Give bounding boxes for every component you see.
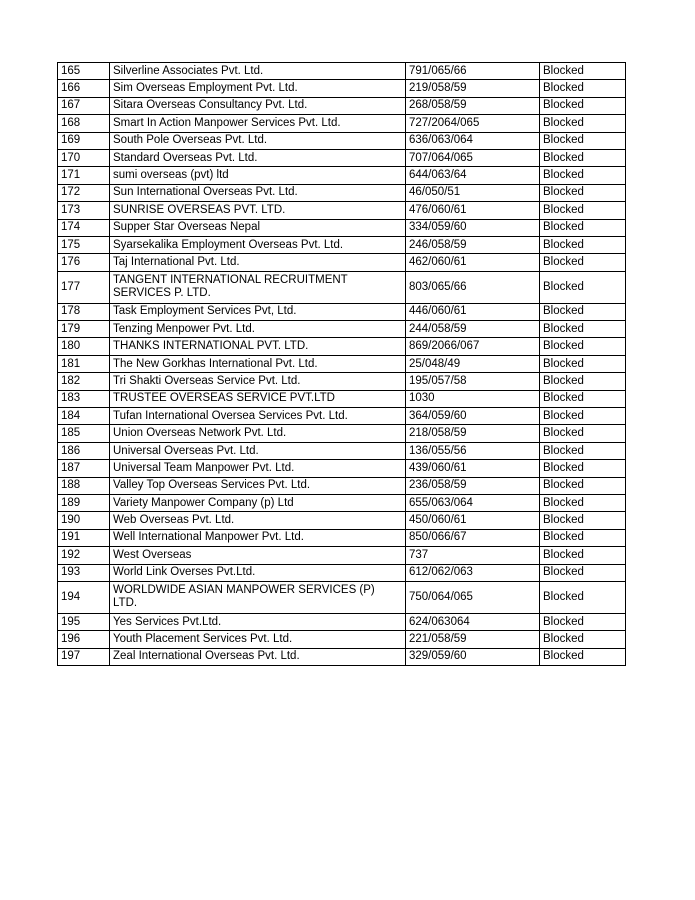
status-cell: Blocked — [540, 80, 626, 97]
serial-number-cell: 175 — [58, 236, 110, 253]
status-cell: Blocked — [540, 613, 626, 630]
serial-number-cell: 167 — [58, 97, 110, 114]
registration-number-cell: 219/058/59 — [406, 80, 540, 97]
registration-number-cell: 236/058/59 — [406, 477, 540, 494]
table-row — [58, 115, 626, 132]
table-row — [58, 373, 626, 390]
status-cell: Blocked — [540, 63, 626, 80]
status-cell: Blocked — [540, 529, 626, 546]
status-cell: Blocked — [540, 202, 626, 219]
table-row — [58, 648, 626, 665]
serial-number-cell: 185 — [58, 425, 110, 442]
agency-name-cell: Syarsekalika Employment Overseas Pvt. Ltd. — [110, 236, 406, 253]
registration-number-cell: 803/065/66 — [406, 271, 540, 303]
serial-number-cell: 170 — [58, 149, 110, 166]
registration-number-cell: 707/064/065 — [406, 149, 540, 166]
table-row — [58, 477, 626, 494]
table-row — [58, 581, 626, 613]
registration-number-cell: 636/063/064 — [406, 132, 540, 149]
agency-name-cell: Sun International Overseas Pvt. Ltd. — [110, 184, 406, 201]
agency-name-cell: SUNRISE OVERSEAS PVT. LTD. — [110, 202, 406, 219]
agency-name-cell: Task Employment Services Pvt, Ltd. — [110, 303, 406, 320]
table-row — [58, 149, 626, 166]
serial-number-cell: 174 — [58, 219, 110, 236]
serial-number-cell: 178 — [58, 303, 110, 320]
registration-number-cell: 750/064/065 — [406, 581, 540, 613]
table-row — [58, 442, 626, 459]
table-row — [58, 97, 626, 114]
status-cell: Blocked — [540, 254, 626, 271]
registration-number-cell: 450/060/61 — [406, 512, 540, 529]
agency-name-cell: TRUSTEE OVERSEAS SERVICE PVT.LTD — [110, 390, 406, 407]
agency-name-cell: Standard Overseas Pvt. Ltd. — [110, 149, 406, 166]
agency-name-cell: Sitara Overseas Consultancy Pvt. Ltd. — [110, 97, 406, 114]
status-cell: Blocked — [540, 512, 626, 529]
registration-number-cell: 195/057/58 — [406, 373, 540, 390]
status-cell: Blocked — [540, 219, 626, 236]
agency-name-cell: THANKS INTERNATIONAL PVT. LTD. — [110, 338, 406, 355]
status-cell: Blocked — [540, 390, 626, 407]
status-cell: Blocked — [540, 648, 626, 665]
serial-number-cell: 169 — [58, 132, 110, 149]
agency-name-cell: Zeal International Overseas Pvt. Ltd. — [110, 648, 406, 665]
serial-number-cell: 181 — [58, 355, 110, 372]
registration-number-cell: 624/063064 — [406, 613, 540, 630]
table-row — [58, 236, 626, 253]
agency-name-cell: Web Overseas Pvt. Ltd. — [110, 512, 406, 529]
registration-number-cell: 329/059/60 — [406, 648, 540, 665]
serial-number-cell: 168 — [58, 115, 110, 132]
agency-name-cell: Universal Team Manpower Pvt. Ltd. — [110, 460, 406, 477]
serial-number-cell: 180 — [58, 338, 110, 355]
status-cell: Blocked — [540, 271, 626, 303]
serial-number-cell: 172 — [58, 184, 110, 201]
serial-number-cell: 165 — [58, 63, 110, 80]
table-row — [58, 271, 626, 303]
table-row — [58, 408, 626, 425]
status-cell: Blocked — [540, 355, 626, 372]
registration-number-cell: 737 — [406, 547, 540, 564]
status-cell: Blocked — [540, 373, 626, 390]
table-row — [58, 613, 626, 630]
table-row — [58, 529, 626, 546]
status-cell: Blocked — [540, 149, 626, 166]
agency-name-cell: Variety Manpower Company (p) Ltd — [110, 494, 406, 511]
registration-number-cell: 46/050/51 — [406, 184, 540, 201]
status-cell: Blocked — [540, 167, 626, 184]
registration-number-cell: 655/063/064 — [406, 494, 540, 511]
serial-number-cell: 184 — [58, 408, 110, 425]
status-cell: Blocked — [540, 303, 626, 320]
serial-number-cell: 194 — [58, 581, 110, 613]
agency-table-body — [58, 63, 626, 666]
serial-number-cell: 183 — [58, 390, 110, 407]
registration-number-cell: 644/063/64 — [406, 167, 540, 184]
serial-number-cell: 196 — [58, 631, 110, 648]
serial-number-cell: 191 — [58, 529, 110, 546]
agency-name-cell: Smart In Action Manpower Services Pvt. Ltd. — [110, 115, 406, 132]
table-row — [58, 494, 626, 511]
status-cell: Blocked — [540, 547, 626, 564]
registration-number-cell: 244/058/59 — [406, 321, 540, 338]
status-cell: Blocked — [540, 97, 626, 114]
table-row — [58, 390, 626, 407]
agency-name-cell: South Pole Overseas Pvt. Ltd. — [110, 132, 406, 149]
status-cell: Blocked — [540, 442, 626, 459]
registration-number-cell: 1030 — [406, 390, 540, 407]
status-cell: Blocked — [540, 564, 626, 581]
registration-number-cell: 612/062/063 — [406, 564, 540, 581]
registration-number-cell: 136/055/56 — [406, 442, 540, 459]
serial-number-cell: 197 — [58, 648, 110, 665]
agency-name-cell: Union Overseas Network Pvt. Ltd. — [110, 425, 406, 442]
serial-number-cell: 189 — [58, 494, 110, 511]
agency-name-cell: Silverline Associates Pvt. Ltd. — [110, 63, 406, 80]
status-cell: Blocked — [540, 631, 626, 648]
table-row — [58, 132, 626, 149]
agency-name-cell: Tri Shakti Overseas Service Pvt. Ltd. — [110, 373, 406, 390]
agency-name-cell: West Overseas — [110, 547, 406, 564]
table-row — [58, 425, 626, 442]
registration-number-cell: 246/058/59 — [406, 236, 540, 253]
table-row — [58, 80, 626, 97]
status-cell: Blocked — [540, 132, 626, 149]
table-row — [58, 63, 626, 80]
serial-number-cell: 195 — [58, 613, 110, 630]
agency-name-cell: Yes Services Pvt.Ltd. — [110, 613, 406, 630]
serial-number-cell: 179 — [58, 321, 110, 338]
table-row — [58, 564, 626, 581]
table-row — [58, 219, 626, 236]
registration-number-cell: 25/048/49 — [406, 355, 540, 372]
table-row — [58, 338, 626, 355]
status-cell: Blocked — [540, 581, 626, 613]
agency-name-cell: Universal Overseas Pvt. Ltd. — [110, 442, 406, 459]
table-row — [58, 202, 626, 219]
registration-number-cell: 727/2064/065 — [406, 115, 540, 132]
agency-name-cell: TANGENT INTERNATIONAL RECRUITMENT SERVICES P. LTD. — [110, 271, 406, 303]
serial-number-cell: 190 — [58, 512, 110, 529]
agency-name-cell: WORLDWIDE ASIAN MANPOWER SERVICES (P) LTD. — [110, 581, 406, 613]
agency-name-cell: Sim Overseas Employment Pvt. Ltd. — [110, 80, 406, 97]
table-row — [58, 460, 626, 477]
serial-number-cell: 171 — [58, 167, 110, 184]
status-cell: Blocked — [540, 494, 626, 511]
agency-name-cell: sumi overseas (pvt) ltd — [110, 167, 406, 184]
table-row — [58, 355, 626, 372]
registration-number-cell: 476/060/61 — [406, 202, 540, 219]
status-cell: Blocked — [540, 236, 626, 253]
registration-number-cell: 791/065/66 — [406, 63, 540, 80]
table-row — [58, 512, 626, 529]
table-row — [58, 167, 626, 184]
registration-number-cell: 218/058/59 — [406, 425, 540, 442]
table-row — [58, 254, 626, 271]
serial-number-cell: 188 — [58, 477, 110, 494]
registration-number-cell: 439/060/61 — [406, 460, 540, 477]
agency-table — [57, 62, 626, 666]
status-cell: Blocked — [540, 115, 626, 132]
status-cell: Blocked — [540, 477, 626, 494]
status-cell: Blocked — [540, 321, 626, 338]
status-cell: Blocked — [540, 338, 626, 355]
registration-number-cell: 869/2066/067 — [406, 338, 540, 355]
registration-number-cell: 462/060/61 — [406, 254, 540, 271]
agency-name-cell: Valley Top Overseas Services Pvt. Ltd. — [110, 477, 406, 494]
agency-name-cell: Tufan International Oversea Services Pvt. Ltd. — [110, 408, 406, 425]
registration-number-cell: 364/059/60 — [406, 408, 540, 425]
serial-number-cell: 173 — [58, 202, 110, 219]
registration-number-cell: 268/058/59 — [406, 97, 540, 114]
serial-number-cell: 187 — [58, 460, 110, 477]
serial-number-cell: 177 — [58, 271, 110, 303]
status-cell: Blocked — [540, 184, 626, 201]
status-cell: Blocked — [540, 408, 626, 425]
table-row — [58, 184, 626, 201]
registration-number-cell: 446/060/61 — [406, 303, 540, 320]
status-cell: Blocked — [540, 460, 626, 477]
agency-name-cell: The New Gorkhas International Pvt. Ltd. — [110, 355, 406, 372]
agency-name-cell: Tenzing Menpower Pvt. Ltd. — [110, 321, 406, 338]
agency-name-cell: Well International Manpower Pvt. Ltd. — [110, 529, 406, 546]
serial-number-cell: 182 — [58, 373, 110, 390]
serial-number-cell: 166 — [58, 80, 110, 97]
serial-number-cell: 192 — [58, 547, 110, 564]
registration-number-cell: 221/058/59 — [406, 631, 540, 648]
agency-name-cell: World Link Overses Pvt.Ltd. — [110, 564, 406, 581]
agency-name-cell: Taj International Pvt. Ltd. — [110, 254, 406, 271]
table-row — [58, 631, 626, 648]
status-cell: Blocked — [540, 425, 626, 442]
table-row — [58, 547, 626, 564]
agency-name-cell: Supper Star Overseas Nepal — [110, 219, 406, 236]
serial-number-cell: 176 — [58, 254, 110, 271]
serial-number-cell: 186 — [58, 442, 110, 459]
serial-number-cell: 193 — [58, 564, 110, 581]
table-row — [58, 321, 626, 338]
table-row — [58, 303, 626, 320]
agency-name-cell: Youth Placement Services Pvt. Ltd. — [110, 631, 406, 648]
registration-number-cell: 850/066/67 — [406, 529, 540, 546]
registration-number-cell: 334/059/60 — [406, 219, 540, 236]
